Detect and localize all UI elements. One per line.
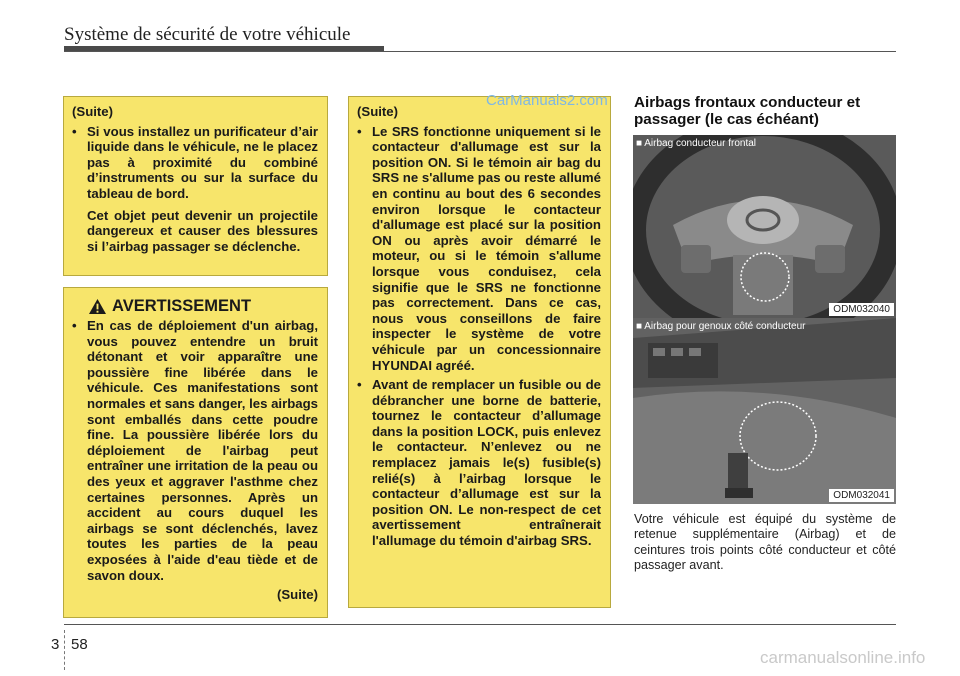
note-box-middle (348, 96, 611, 608)
bullet-deployment-dust (72, 318, 318, 583)
knee-airbag-illustration (633, 318, 896, 504)
section-title: Airbags frontaux conducteur et passager (le cas échéant) (634, 94, 861, 128)
suite-label: (Suite) (72, 104, 114, 119)
bullet-text: En cas de déploiement d'un airbag, vous pouvez entendre un bruit détonant et voir apparaître une poussière fine libérée dans le véhicule. Ces manifestations sont normales et sans danger, les airbags sont emballés dans cette poudre fine. La poussière libérée lors du déploiement de l'airbag peut entraîner une irritation de la peau ou des yeux et aggraver l'asthme chez certaines personnes. Après un accident au cours duquel les airbags se sont déclenchés, lavez toutes les parties de la peau exposées à l'aide d'eau tiède et de savon doux. (87, 318, 318, 583)
photo-knee-airbag (633, 318, 896, 504)
footer-separator (64, 630, 66, 670)
warning-heading (72, 298, 318, 315)
bullet-srs-on: • Le SRS fonctionne uniquement si le contacteur d'allumage est sur la position ON. Si le témoin air bag du SRS ne s'allume pas ou reste allumé en continu au bout des 6 secondes environ lorsque le contacteur d'allumage est placé sur la position ON ou après avoir démarré le moteur, ou si le témoin s'allume lorsque vous conduisez, cela signifie que le SRS ne fonctionne pas correctement. Dans ce cas, nous vous conseillons de faire inspecter le système de votre véhicule par un concessionnaire HYUNDAI agréé. (357, 124, 601, 374)
page-header-title: Système de sécurité de votre véhicule (64, 24, 351, 45)
photo-caption: ■ Airbag conducteur frontal (636, 138, 756, 149)
footer-watermark: carmanualsonline.info (760, 648, 926, 667)
bullet-fuse: • Avant de remplacer un fusible ou de débrancher une borne de batterie, tournez le contacteur d’allumage dans la position LOCK, puis enlevez le contacteur. N’enlevez ou ne remplacez jamais le(s) fusible(s) relié(s) à l’airbag lorsque le contacteur d’allumage est sur la position ON. Le non-respect de cet avertissement entraînerait l'allumage du témoin d'airbag SRS. (357, 377, 601, 549)
suite-label: (Suite) (357, 104, 399, 119)
watermark-text: CarManuals2.com (486, 92, 608, 109)
photo-code: ODM032041 (829, 489, 894, 502)
section-body-text: Votre véhicule est équipé du système de retenue supplémentaire (Airbag) et de ceintures trois points côté conducteur et côté passager avant. (634, 512, 896, 573)
suite-label: (Suite) (276, 587, 318, 603)
photo-steering-wheel (633, 135, 896, 318)
bullet-purifier (72, 124, 318, 255)
header-rule (64, 51, 896, 52)
footer-rule (64, 624, 896, 625)
note-box-left-top (63, 96, 328, 276)
warning-heading-text: AVERTISSEMENT (112, 296, 252, 315)
page-number: 58 (71, 636, 88, 653)
continuation-text: Cet objet peut devenir un projectile dangereux et causer des blessures si l’airbag passager se déclenche. (87, 207, 318, 254)
warning-triangle-icon (88, 298, 107, 315)
photo-code: ODM032040 (829, 303, 894, 316)
bullet-text: Si vous installez un purificateur d’air liquide dans le véhicule, ne le placez pas à proximité du combiné d’instruments ou sur la surface du tableau de bord. (87, 123, 318, 201)
warning-box (63, 287, 328, 618)
photo-caption: ■ Airbag pour genoux côté conducteur (636, 321, 806, 332)
chapter-number: 3 (51, 636, 60, 653)
steering-wheel-illustration (633, 135, 896, 318)
